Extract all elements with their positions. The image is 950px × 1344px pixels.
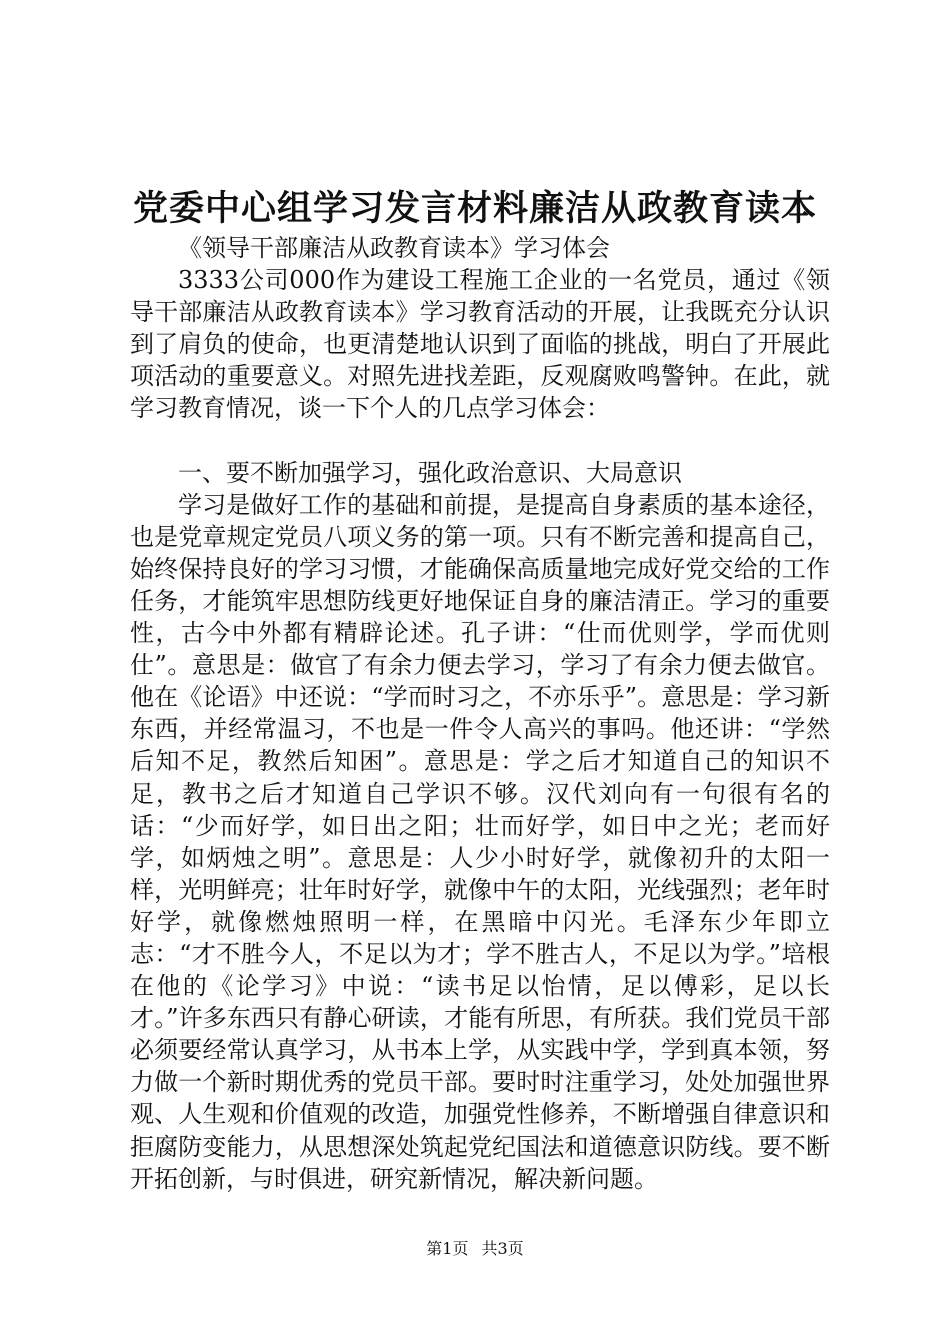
page-footer (0, 1238, 950, 1260)
intro-paragraph: 3333公司000作为建设工程施工企业的一名党员，通过《领导干部廉洁从政教育读本》学习教育活动的开展，让我既充分认识到了肩负的使命，也更清楚地认识到了面临的挑战，明白了开展此项活动的重要意义。对照先进找差距，反观腐败鸣警钟。在此，就学习教育情况，谈一下个人的几点学习体会： (130, 266, 830, 423)
page-total: 共3页 (481, 1239, 524, 1258)
document-title: 党委中心组学习发言材料廉洁从政教育读本 (132, 189, 817, 229)
document-body (130, 232, 830, 1195)
section-heading: 一、要不断加强学习，强化政治意识、大局意识 (178, 458, 682, 487)
subtitle-paragraph: 《领导干部廉洁从政教育读本》学习体会 (178, 234, 610, 262)
page-number: 第1页 (426, 1239, 469, 1258)
section-paragraph: 学习是做好工作的基础和前提，是提高自身素质的基本途径，也是党章规定党员八项义务的第一项。只有不断完善和提高自己，始终保持良好的学习习惯，才能确保高质量地完成好党交给的工作任务，才能筑牢思想防线更好地保证自身的廉洁清正。学习的重要性，古今中外都有精辟论述。孔子讲：“仕而优则学，学而优则仕”。意思是：做官了有余力便去学习，学习了有余力便去做官。他在《论语》中还说：“学而时习之，不亦乐乎”。意思是：学习新东西，并经常温习，不也是一件令人高兴的事吗。他还讲：“学然后知不足，教然后知困”。意思是：学之后才知道自己的知识不足，教书之后才知道自己学识不够。汉代刘向有一句很有名的话：“少而好学，如日出之阳；壮而好学，如日中之光；老而好学，如炳烛之明”。意思是：人少小时好学，就像初升的太阳一样，光明鲜亮；壮年时好学，就像中午的太阳，光线强烈；老年时好学，就像燃烛照明一样，在黑暗中闪光。毛泽东少年即立志：“才不胜今人，不足以为才；学不胜古人，不足以为学。”培根在他的《论学习》中说：“读书足以怡情，足以傅彩，足以长才。”许多东西只有静心研读，才能有所思，有所获。我们党员干部必须要经常认真学习，从书本上学，从实践中学，学到真本领，努力做一个新时期优秀的党员干部。要时时注重学习，处处加强世界观、人生观和价值观的改造，加强党性修养，不断增强自律意识和拒腐防变能力，从思想深处筑起党纪国法和道德意识防线。要不断开拓创新，与时俱进，研究新情况，解决新问题。 (130, 490, 830, 1193)
